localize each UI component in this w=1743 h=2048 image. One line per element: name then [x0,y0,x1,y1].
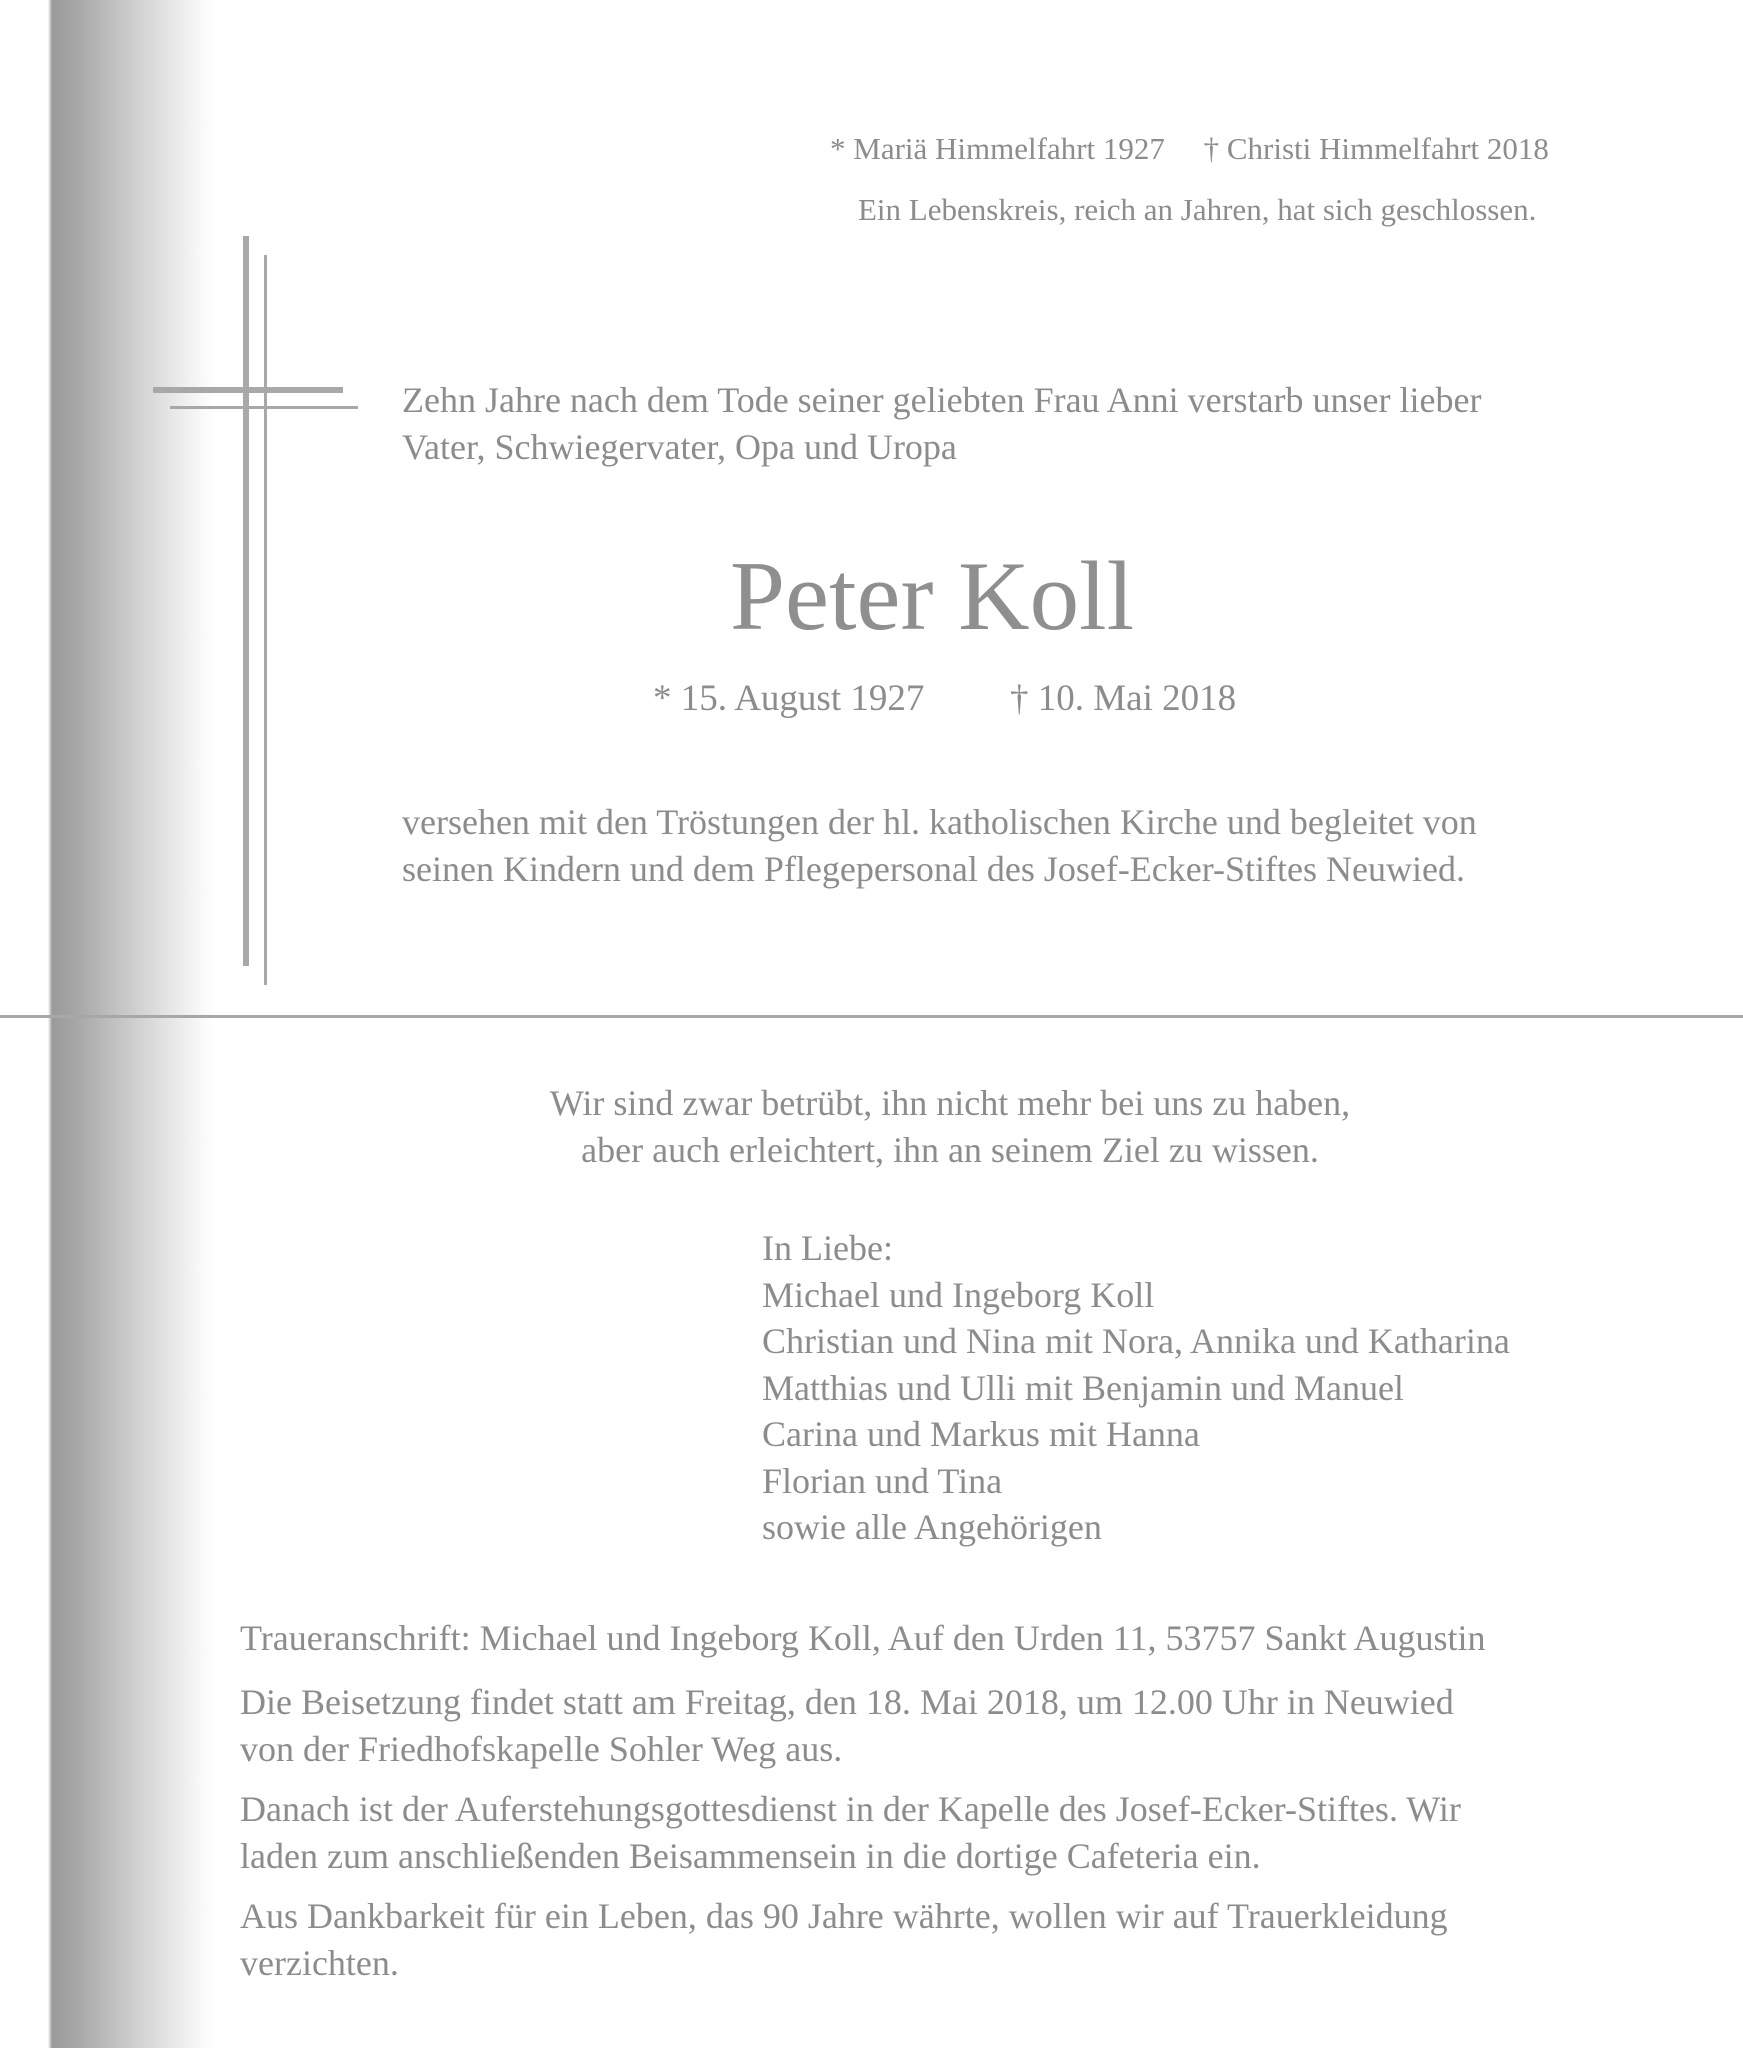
mourner-name: sowie alle Angehörigen [762,1507,1102,1547]
service-notice [240,1786,1461,1879]
page-fold-shadow [0,0,215,2048]
burial-line-2: von der Friedhofskapelle Sohler Weg aus. [240,1728,843,1769]
cross-horizontal-bar-front [153,387,343,393]
attire-line-1: Aus Dankbarkeit für ein Leben, das 90 Jahre währte, wollen wir auf Trauerkleidung [240,1896,1448,1936]
service-line-2: laden zum anschließenden Beisammensein in die dortige Cafeteria ein. [240,1835,1261,1876]
verse [470,1080,1430,1173]
intro-line-2: Vater, Schwiegervater, Opa und Uropa [402,426,957,467]
intro-text [402,377,1481,470]
birth-date: * 15. August 1927 [653,678,925,719]
fold-divider [0,1015,1743,1018]
verse-line-1: Wir sind zwar betrübt, ihn nicht mehr bei uns zu haben, [549,1083,1351,1123]
sacraments-text [402,799,1477,892]
mourner-name: Matthias und Ulli mit Benjamin und Manuel [762,1367,1404,1408]
cross-vertical-bar-front [243,236,249,966]
mourners-heading: In Liebe: [762,1228,893,1268]
feast-dates: * Mariä Himmelfahrt 1927 † Christi Himmelfahrt 2018 [830,131,1549,166]
attire-line-2: verzichten. [240,1942,399,1983]
burial-line-1: Die Beisetzung findet statt am Freitag, den 18. Mai 2018, um 12.00 Uhr in Neuwied [240,1682,1454,1722]
motto: Ein Lebenskreis, reich an Jahren, hat sich geschlossen. [858,192,1537,227]
burial-notice [240,1679,1454,1772]
death-date: † 10. Mai 2018 [1010,678,1237,719]
service-line-1: Danach ist der Auferstehungsgottesdienst in der Kapelle des Josef-Ecker-Stiftes. Wir [240,1789,1461,1829]
cross-vertical-bar-back [264,255,267,985]
attire-notice [240,1893,1448,1986]
deceased-name: Peter Koll [730,542,1135,651]
sacraments-line-1: versehen mit den Tröstungen der hl. katholischen Kirche und begleitet von [402,802,1477,842]
mourner-name: Florian und Tina [762,1460,1003,1501]
mourners-list [762,1225,1510,1551]
cross-horizontal-bar-back [170,406,358,409]
mourner-name: Michael und Ingeborg Koll [762,1274,1155,1315]
intro-line-1: Zehn Jahre nach dem Tode seiner geliebten Frau Anni verstarb unser lieber [402,380,1482,420]
mourner-name: Christian und Nina mit Nora, Annika und Katharina [762,1321,1510,1361]
verse-line-2: aber auch erleichtert, ihn an seinem Ziel zu wissen. [581,1129,1319,1170]
mourning-address: Traueranschrift: Michael und Ingeborg Koll, Auf den Urden 11, 53757 Sankt Augustin [240,1618,1486,1658]
mourner-name: Carina und Markus mit Hanna [762,1414,1200,1454]
sacraments-line-2: seinen Kindern und dem Pflegepersonal des Josef-Ecker-Stiftes Neuwied. [402,848,1465,889]
